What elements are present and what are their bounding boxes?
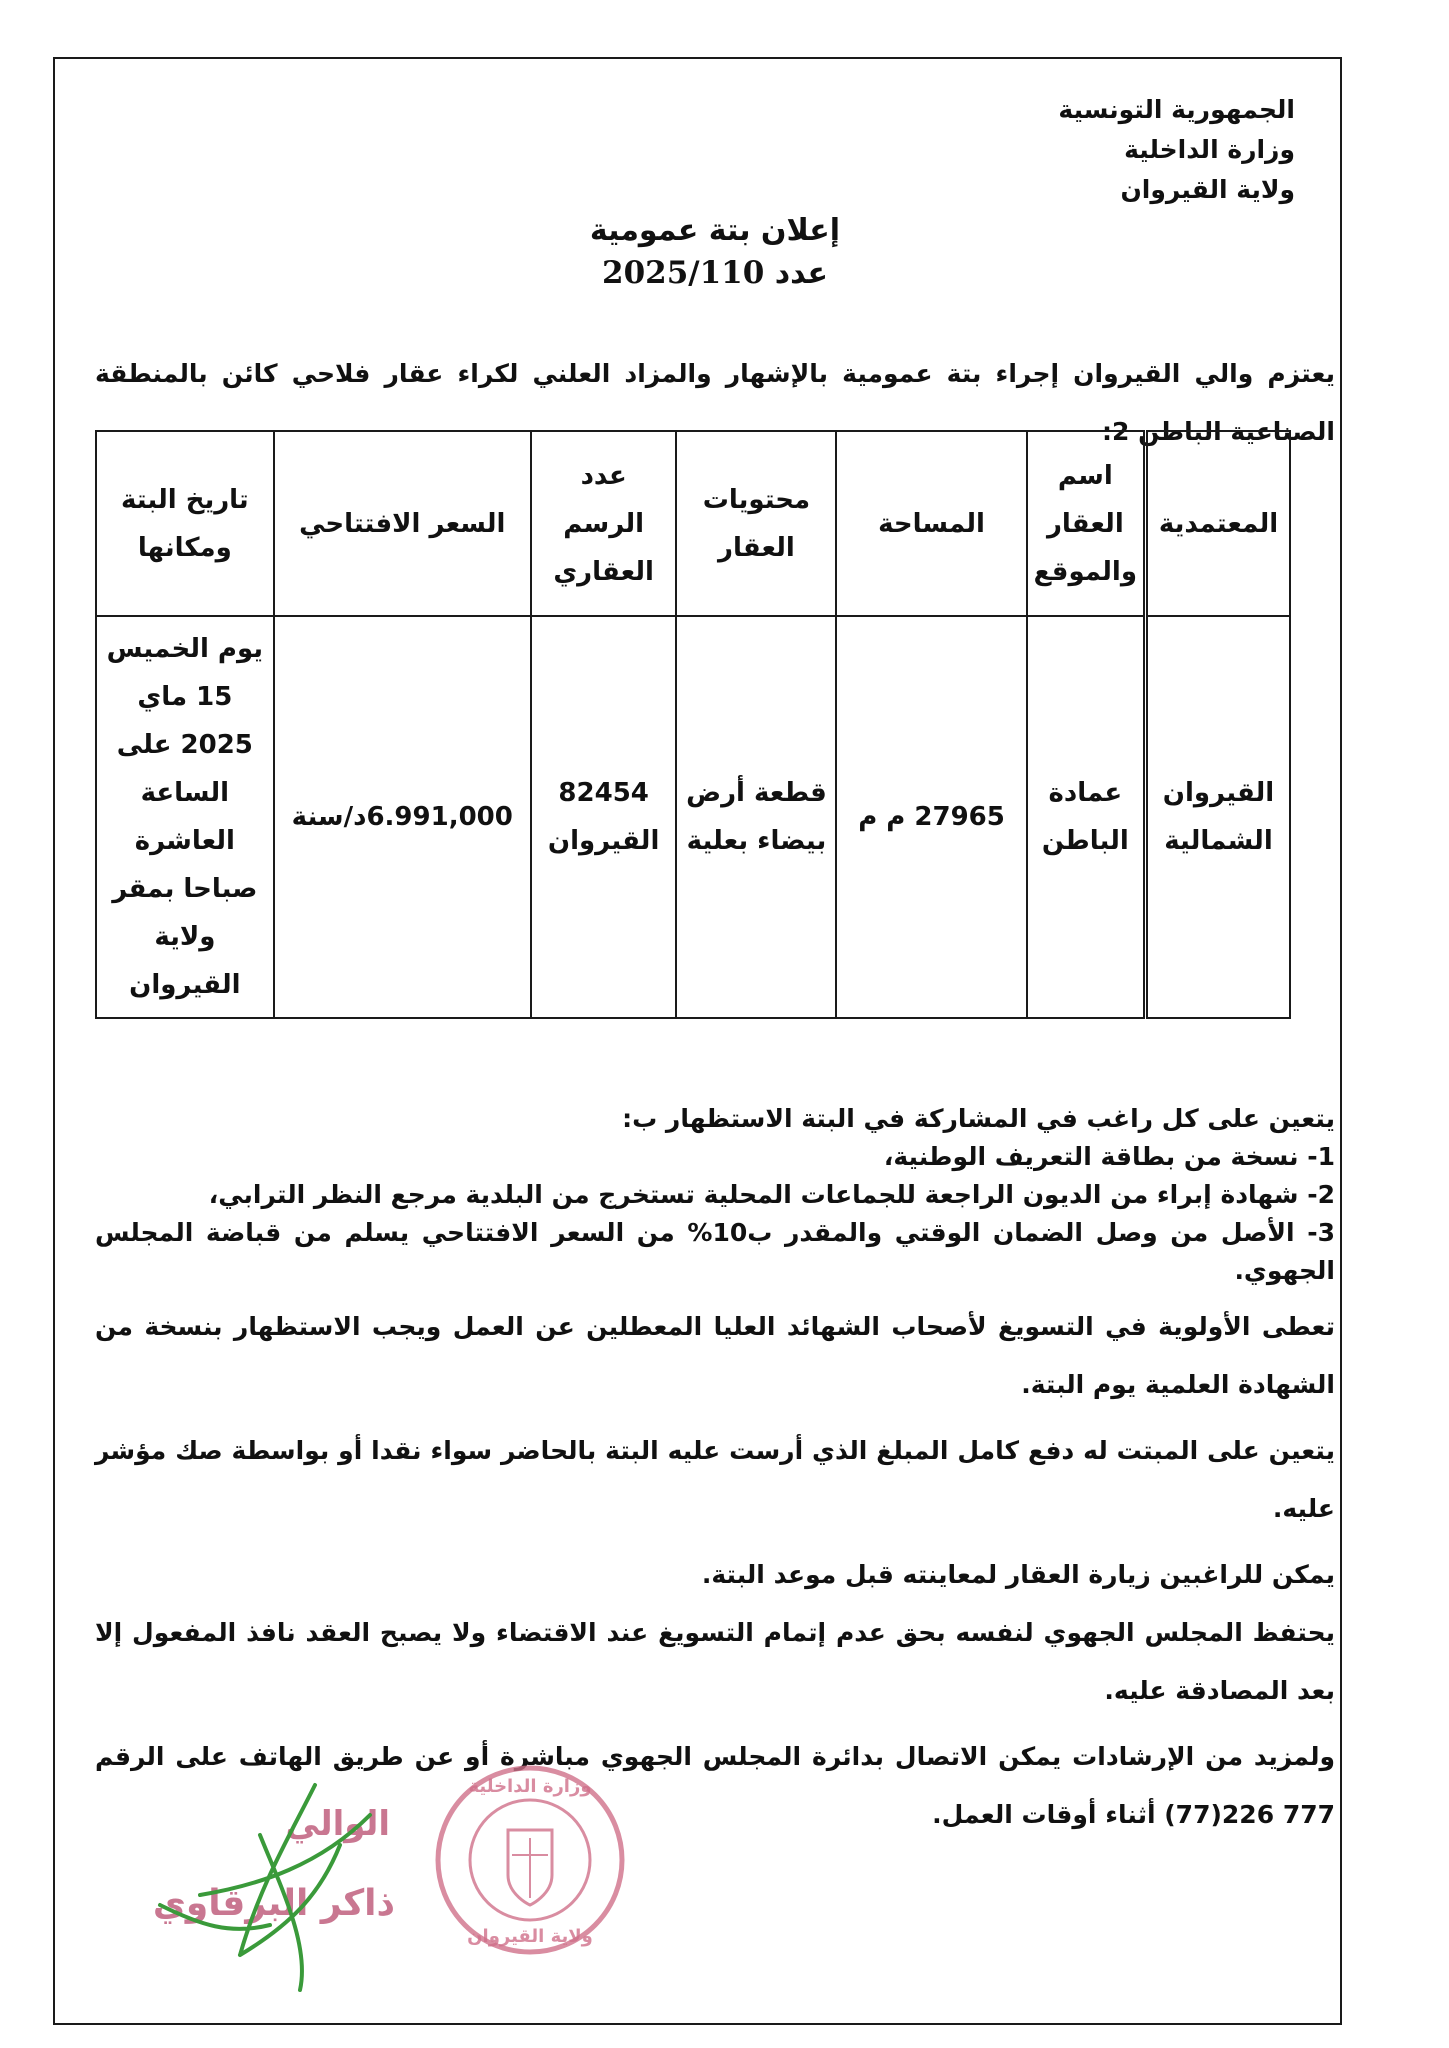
official-seal — [430, 1760, 630, 1960]
header-contents: محتويات العقار — [676, 431, 836, 616]
header-opening-price: السعر الافتتاحي — [274, 431, 531, 616]
seal-emblem-detail-icon — [512, 1838, 548, 1898]
requirement-item-1: 1- نسخة من بطاقة التعريف الوطنية، — [883, 1142, 1335, 1171]
property-table — [95, 430, 1291, 1019]
requirements-section — [95, 1100, 1335, 1844]
table-row — [96, 616, 1290, 1018]
signature-title: الوالي — [285, 1804, 390, 1844]
title-main: إعلان بتة عمومية — [589, 213, 841, 248]
title-number-value: 82454 — [558, 778, 649, 808]
header-property-name: اسم العقار والموقع — [1027, 431, 1146, 616]
title-number-line — [95, 252, 1335, 295]
letterhead — [1058, 90, 1295, 210]
requirements-intro: يتعين على كل راغب في المشاركة في البتة الاستظهار ب: — [622, 1104, 1335, 1133]
reserve-paragraph: يحتفظ المجلس الجهوي لنفسه بحق عدم إتمام التسويغ عند الاقتضاء ولا يصبح العقد نافذ المفعول إلا بعد المصادقة عليه. — [95, 1618, 1335, 1705]
cell-opening-price: 6.991,000د/سنة — [274, 616, 531, 1018]
letterhead-country: الجمهورية التونسية — [1058, 95, 1295, 124]
priority-paragraph: تعطى الأولوية في التسويغ لأصحاب الشهائد العليا المعطلين عن العمل ويجب الاستظهار بنسخة من الشهادة العلمية يوم البتة. — [95, 1312, 1335, 1399]
contact-paragraph: ولمزيد من الإرشادات يمكن الاتصال بدائرة المجلس الجهوي مباشرة أو عن طريق الهاتف على الرقم 777 226(77) أثناء أوقات العمل. — [95, 1742, 1335, 1829]
cell-date-place: يوم الخميس 15 ماي 2025 على الساعة العاشرة صباحا بمقر ولاية القيروان — [96, 616, 274, 1018]
signature-name: ذاكر البرقاوي — [152, 1883, 395, 1924]
announcement-title — [95, 210, 1335, 295]
governor-signature — [140, 1775, 400, 2005]
cell-property-name: عمادة الباطن — [1027, 616, 1146, 1018]
letterhead-ministry: وزارة الداخلية — [1124, 135, 1295, 164]
cell-area: 27965 م م — [836, 616, 1026, 1018]
header-area: المساحة — [836, 431, 1026, 616]
seal-text-bottom: ولاية القيروان — [467, 1926, 593, 1947]
visit-paragraph: يمكن للراغبين زيارة العقار لمعاينته قبل موعد البتة. — [701, 1560, 1335, 1589]
table-header-row — [96, 431, 1290, 616]
cell-contents: قطعة أرض بيضاء بعلية — [676, 616, 836, 1018]
seal-text-top: وزارة الداخلية — [468, 1776, 592, 1797]
payment-paragraph: يتعين على المبتت له دفع كامل المبلغ الذي أرست عليه البتة بالحاضر سواء نقدا أو بواسطة صك مؤشر عليه. — [95, 1436, 1335, 1523]
cell-title-number — [531, 616, 677, 1018]
title-number: 2025/110 — [602, 255, 765, 291]
header-date-place: تاريخ البتة ومكانها — [96, 431, 274, 616]
requirement-item-2: 2- شهادة إبراء من الديون الراجعة للجماعات المحلية تستخرج من البلدية مرجع النظر الترابي، — [208, 1180, 1335, 1209]
title-number-city: القيروان — [547, 826, 660, 856]
intro-paragraph: يعتزم والي القيروان إجراء بتة عمومية بالإشهار والمزاد العلني لكراء عقار فلاحي كائن بالمنطقة الصناعية الباطن 2: — [95, 359, 1335, 446]
letterhead-governorate: ولاية القيروان — [1120, 175, 1295, 204]
header-delegation: المعتمدية — [1146, 431, 1290, 616]
cell-delegation: القيروان الشمالية — [1146, 616, 1290, 1018]
title-number-label: عدد — [774, 256, 828, 291]
requirement-item-3: 3- الأصل من وصل الضمان الوقتي والمقدر ب10% من السعر الافتتاحي يسلم من قباضة المجلس الجهوي. — [95, 1218, 1336, 1285]
header-title-number: عدد الرسم العقاري — [531, 431, 677, 616]
